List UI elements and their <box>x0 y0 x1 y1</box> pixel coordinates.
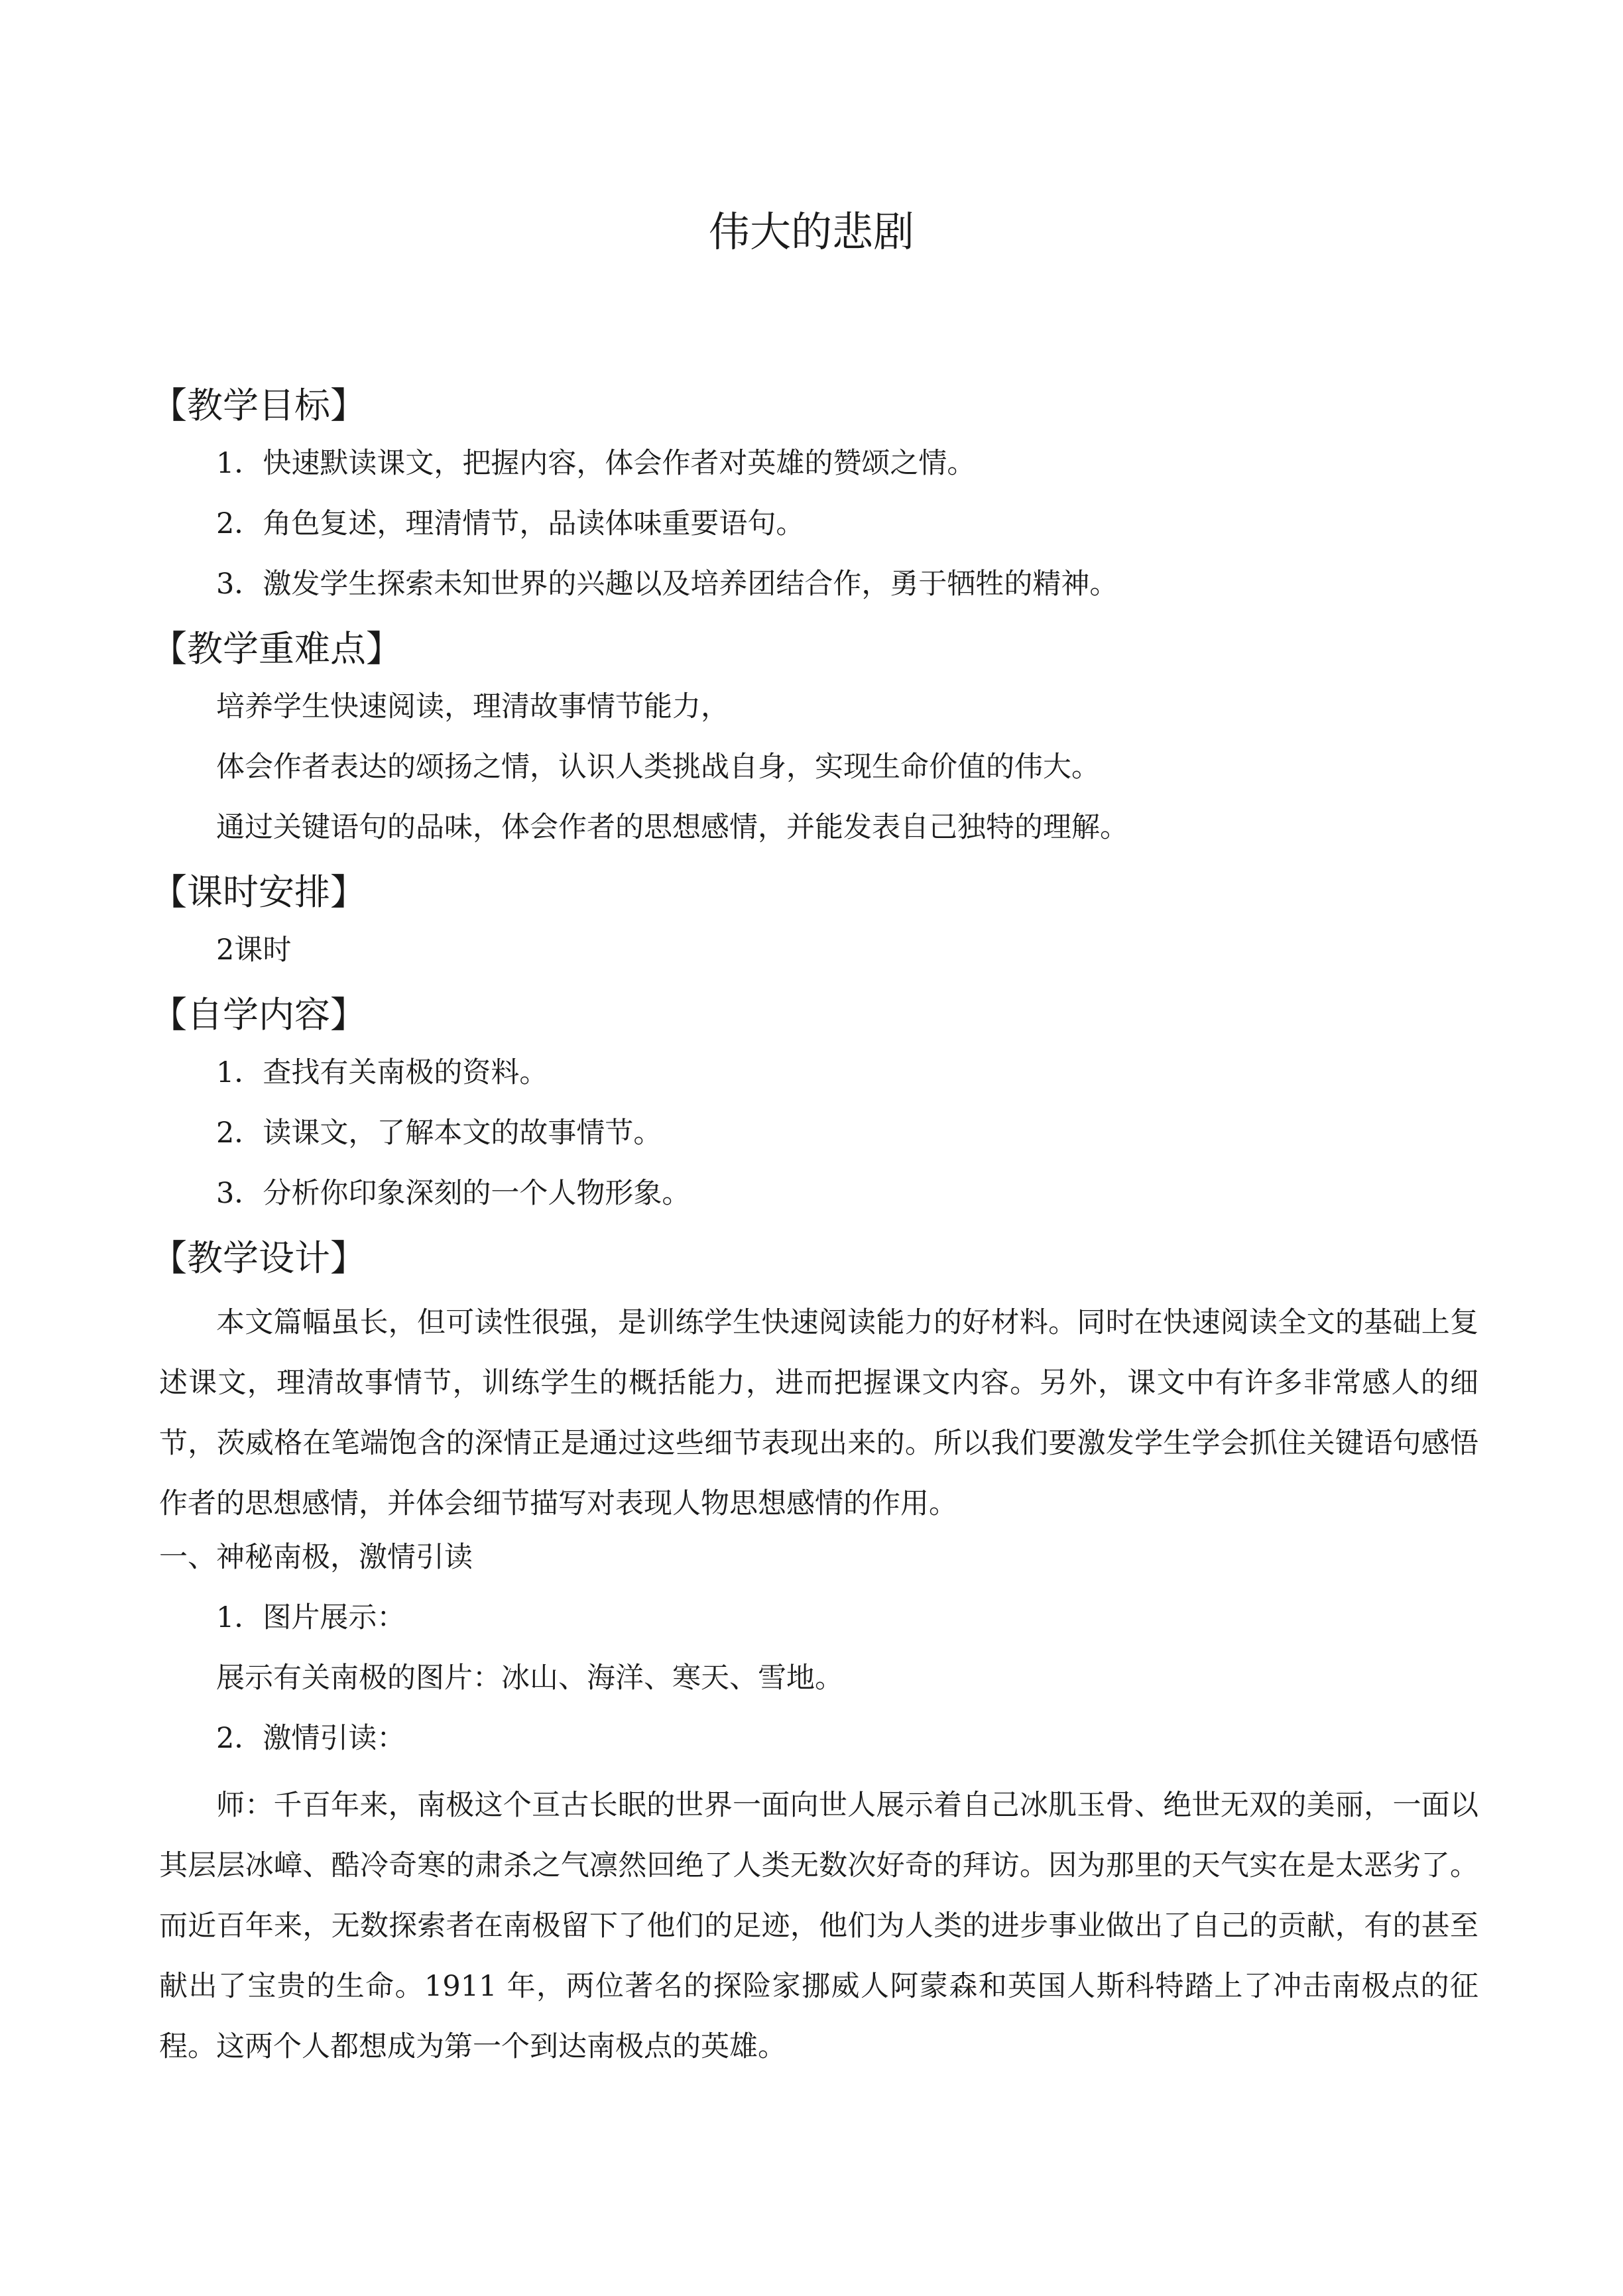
design-step: 展示有关南极的图片：冰山、海洋、寒天、雪地。 <box>216 1662 843 1695</box>
section-self-study <box>151 987 1478 1217</box>
section-teaching-design <box>151 1231 1478 2077</box>
objective-item: 2．角色复述，理清情节，品读体味重要语句。 <box>216 507 805 540</box>
design-step: 2．激情引读： <box>216 1722 406 1755</box>
design-paragraph: 本文篇幅虽长，但可读性很强，是训练学生快速阅读能力的好材料。同时在快速阅读全文的基础上复述课文，理清故事情节，训练学生的概括能力，进而把握课文内容。另外，课文中有许多非常感人的细节，茨威格在笔端饱含的深情正是通过这些细节表现出来的。所以我们要激发学生学会抓住关键语句感悟作者的思想感情，并体会细节描写对表现人物思想感情的作用。 <box>159 1306 1478 1520</box>
section-teaching-objectives <box>151 378 1478 607</box>
section-heading: 【教学重难点】 <box>151 628 402 670</box>
document-body <box>151 378 1478 2077</box>
difficulty-item: 培养学生快速阅读，理清故事情节能力， <box>216 690 729 723</box>
objective-item: 1．快速默读课文，把握内容，体会作者对英雄的赞颂之情。 <box>216 447 976 480</box>
self-study-item: 3．分析你印象深刻的一个人物形象。 <box>216 1177 691 1210</box>
section-key-difficulties <box>151 621 1478 851</box>
self-study-item: 2．读课文，了解本文的故事情节。 <box>216 1117 662 1150</box>
section-heading: 【教学设计】 <box>151 1237 366 1279</box>
difficulty-item: 通过关键语句的品味，体会作者的思想感情，并能发表自己独特的理解。 <box>216 811 1128 844</box>
self-study-item: 1．查找有关南极的资料。 <box>216 1056 548 1089</box>
design-subheading: 一、神秘南极，激情引读 <box>159 1541 473 1574</box>
objective-item: 3．激发学生探索未知世界的兴趣以及培养团结合作，勇于牺牲的精神。 <box>216 568 1118 601</box>
class-hours-value: 2课时 <box>216 934 292 967</box>
section-heading: 【教学目标】 <box>151 385 366 426</box>
difficulty-item: 体会作者表达的颂扬之情，认识人类挑战自身，实现生命价值的伟大。 <box>216 751 1100 784</box>
section-heading: 【自学内容】 <box>151 994 366 1036</box>
document-title: 伟大的悲剧 <box>708 208 914 256</box>
section-class-hours <box>151 865 1478 973</box>
design-step: 1．图片展示： <box>216 1601 406 1634</box>
section-heading: 【课时安排】 <box>151 871 366 913</box>
teacher-paragraph: 师：千百年来，南极这个亘古长眠的世界一面向世人展示着自己冰肌玉骨、绝世无双的美丽，一面以其层层冰嶂、酷冷奇寒的肃杀之气凛然回绝了人类无数次好奇的拜访。因为那里的天气实在是太恶劣了。而近百年来，无数探索者在南极留下了他们的足迹，他们为人类的进步事业做出了自己的贡献，有的甚至献出了宝贵的生命。1911 年，两位著名的探险家挪威人阿蒙森和英国人斯科特踏上了冲击南极点的征程。这两个人都想成为第一个到达南极点的英雄。 <box>159 1789 1478 2063</box>
